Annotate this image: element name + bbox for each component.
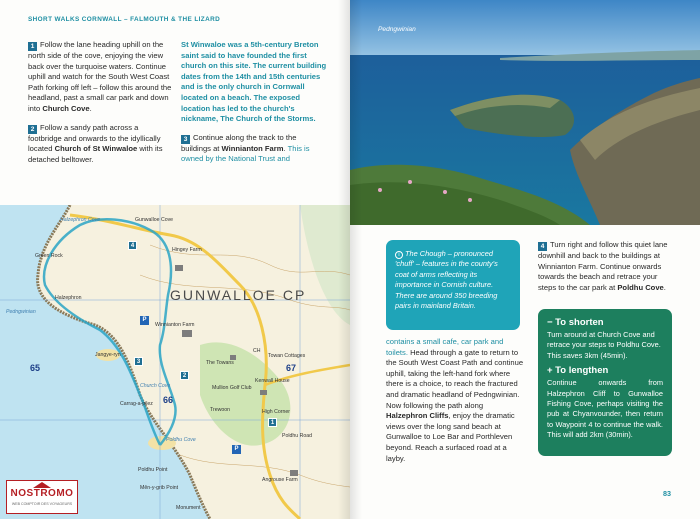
step-3-teal-text: This is owned by the National Trust and [181,143,310,164]
continuation-column: contains a small cafe, car park and toilets. Head through a gate to return to the South West Coast Path and continue uphill, taking the left-hand fork where there is a choice, to reach the fractured and dramatic headland of Pedngwinian. Now following the path along Halzephron Cliffs, enjoy the dramatic views over the long sand beach at Gunwalloe to Loe Bar and Porthleven beyond. Reach a surfaced road at a layby. [386,337,524,463]
step-3-paragraph: 3 Continue along the track to the buildings at Winnianton Farm. This is owned by the National Trust and [181,132,310,164]
photo-graphic [350,0,700,225]
map-label: Poldhu Cove [166,437,196,443]
winnianton-farm-label: Winnianton Farm [221,143,284,153]
step-1-marker: 1 [28,42,37,51]
map-waypoint-4: 4 [128,241,137,250]
building [260,390,267,395]
map-label: Poldhu Point [138,467,168,473]
building [290,470,298,476]
info-icon: i [395,251,403,259]
step-3-marker: 3 [181,135,190,144]
building [182,330,192,337]
running-head: SHORT WALKS CORNWALL – FALMOUTH & THE LIZARD [28,16,221,23]
map-label: Church Cove [140,383,171,389]
map-label: CH [253,348,261,354]
poldhu-cove-label: Poldhu Cove [617,282,664,292]
logo-name: NOSTROMO [10,488,74,499]
map-area-name: GUNWALLOE CP [170,287,307,303]
sidebar-note: St Winwaloe was a 5th-century Breton saint said to have founded the first church on this site. The current building dates from the 14th and 15th centuries and is the only church in Cornwall located on a beach. The exposed location has led to the church's nickname, The Church of the Storms. [181,40,327,124]
grid-number-67: 67 [286,363,297,373]
church-label: Church of St Winwaloe [54,144,138,154]
step-1-paragraph: 1 Follow the lane heading uphill on the north side of the cove, enjoying the view back over the turquoise waters. Continue uphill and watch for the South West Coast Path forking off left – follow this around the headland, past a small car park and down into Church Cove. [28,40,172,113]
map-label: Halzephron [55,295,82,301]
flower [443,190,447,194]
flower [378,188,382,192]
logo-tagline: WEB COMPTOIR DES VOYAGEURS [11,502,73,506]
map-label: Gunwalloe Cove [135,217,174,223]
lengthen-heading: + To lengthen [547,365,609,377]
options-panel [538,309,672,456]
page-number: 83 [663,489,671,498]
map-waypoint-1: 1 [268,418,277,427]
building [175,265,183,271]
map-label: Pedngwinian [6,309,36,315]
flower [408,180,412,184]
step-2-paragraph: 2 Follow a sandy path across a footbridge and onwards to the idyllically located Church of St Winwaloe with its detached belltower. [28,122,163,164]
callout-text: The Chough – pronounced 'chuff' – features in the county's coat of arms reflecting its importance in Cornish culture. There are around 350 breeding pairs in mainland Britain. [395,249,498,311]
continuation-teal-text: contains a small cafe, car park and toilets. [386,337,504,357]
lengthen-text: Continue onwards from Halzephron Cliff to Gunwalloe Fishing Cove, perhaps visiting the pub at Chyanvounder, then return to Waypoint 4 to continue the walk. This will add 2km (30min). [547,378,663,440]
map-label: Monument [176,505,201,511]
map-label: Trewoon [210,407,230,413]
map-label: Jangye-ryn [95,352,121,358]
grid-number-66: 66 [163,395,174,405]
step-4-column: 4 Turn right and follow this quiet lane downhill and back to the buildings at Winnianton Farm. Continue onwards towards the beach and retrace your steps to the car park at Poldhu Cove. [538,240,668,292]
parking-icon: P [232,445,241,454]
step-4-marker: 4 [538,242,547,251]
map-waypoint-3: 3 [134,357,143,366]
map-label: Hingey Farm [172,247,202,253]
parking-icon: P [140,316,149,325]
map-waypoint-2: 2 [180,371,189,380]
flower [468,198,472,202]
text-column-left [28,40,174,173]
map-label: Towan Cottages [268,353,306,359]
map-label: Kenwall House [255,378,290,384]
map-label: The Towans [206,360,234,366]
step-2-marker: 2 [28,125,37,134]
halzephron-cliffs-label: Halzephron Cliffs [386,411,449,421]
map-label: Halzephron Cove [60,217,101,223]
grid-number-65: 65 [30,363,41,373]
church-cove-label: Church Cove [42,103,90,113]
publisher-logo [6,480,78,514]
route-map [0,205,350,519]
chough-callout [386,240,520,330]
text-column-right [181,40,327,173]
map-label: Carrag-a-pilez [120,401,153,407]
shorten-heading: − To shorten [547,317,604,328]
coast-photo [350,0,700,225]
photo-caption: Pedngwinian [378,26,416,33]
map-label: Poldhu Road [282,433,312,439]
shorten-text: Turn around at Church Cove and retrace your steps to Poldhu Cove. This saves 3km (45min). [547,330,661,360]
map-label: Green Rock [35,253,63,259]
map-label: Mullion Golf Club [212,385,252,391]
map-label: High Corner [262,409,290,415]
map-label: Angrouse Farm [262,477,298,483]
right-page [350,0,700,519]
map-label: Winnianton Farm [155,322,195,328]
map-label: Mên-y-grib Point [140,485,179,491]
